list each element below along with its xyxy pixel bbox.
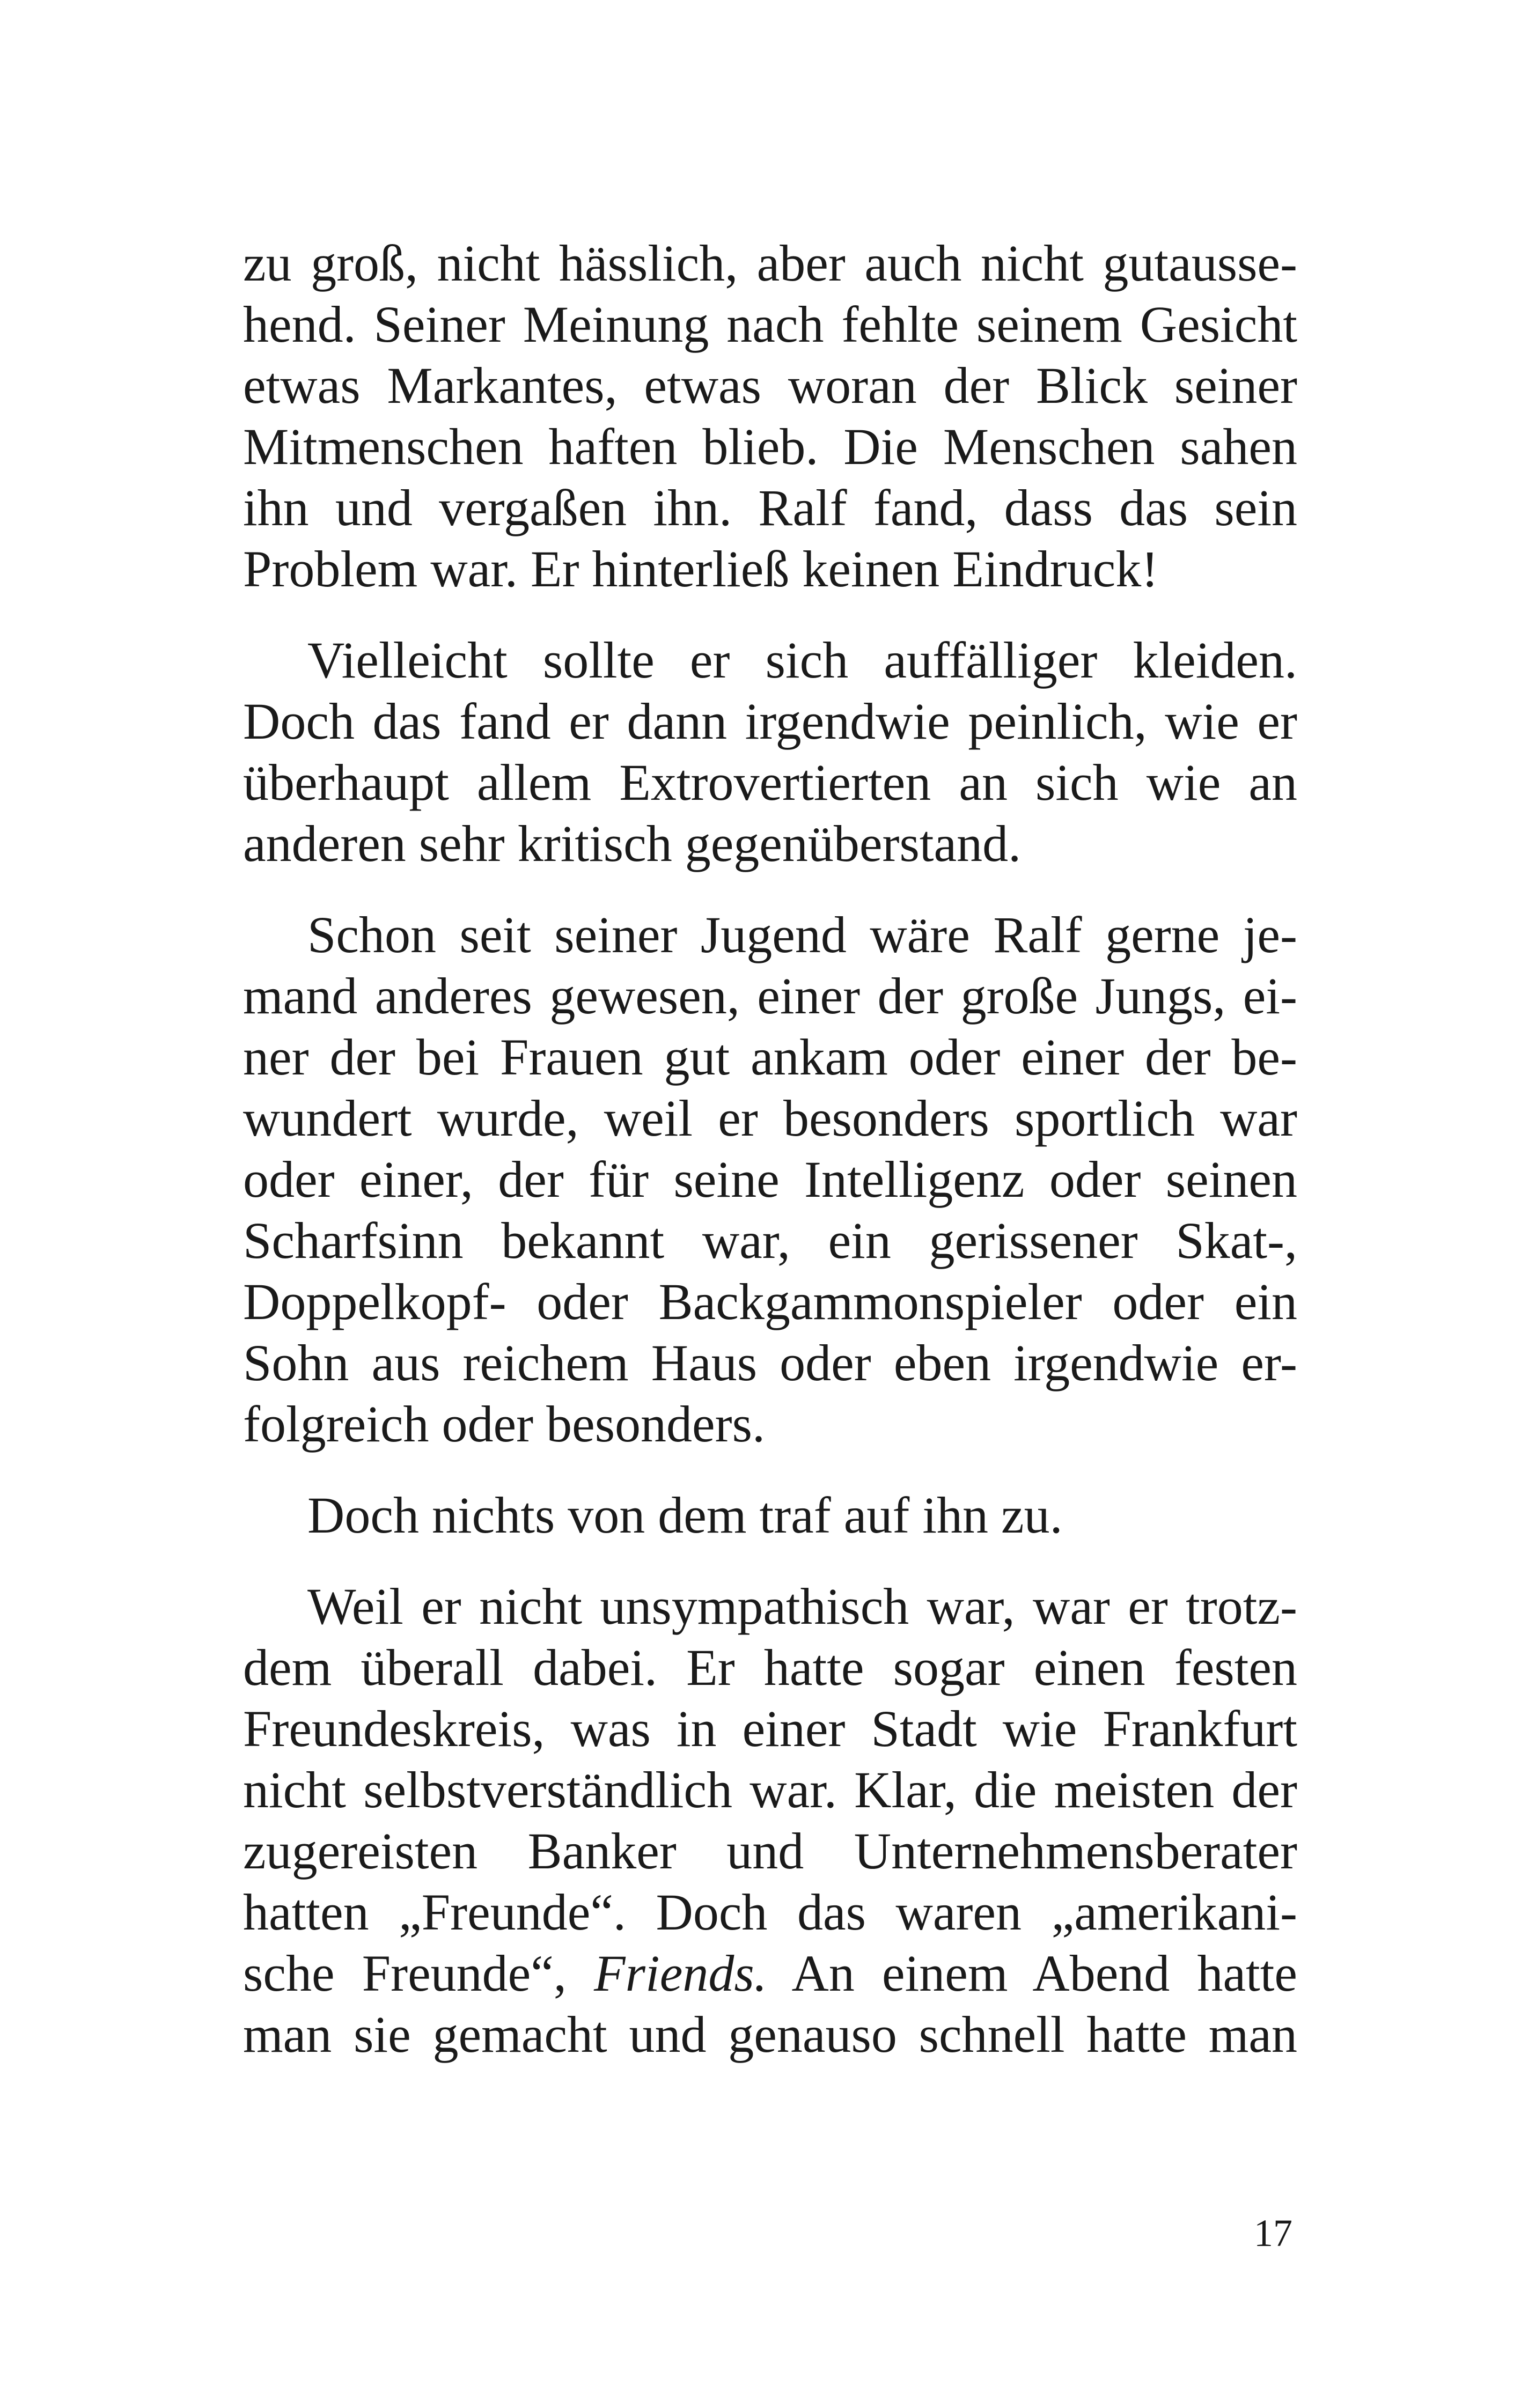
- text-line: zu groß, nicht hässlich, aber auch nicht gutausse-: [243, 234, 1297, 292]
- text-line: hend. Seiner Meinung nach fehlte seinem Gesicht: [243, 296, 1297, 353]
- paragraph-gap: [243, 1546, 1297, 1576]
- text-line: Weil er nicht unsympathisch war, war er trotz-: [307, 1578, 1297, 1635]
- paragraph-gap: [243, 874, 1297, 904]
- text-line: etwas Markantes, etwas woran der Blick seiner: [243, 357, 1297, 414]
- paragraph-gap: [243, 1455, 1297, 1485]
- text-line: ihn und vergaßen ihn. Ralf fand, dass das sein: [243, 479, 1297, 536]
- text-line: nicht selbstverständlich war. Klar, die meisten der: [243, 1761, 1297, 1818]
- text-line: hatten „Freunde“. Doch das waren „amerikani-: [243, 1883, 1297, 1941]
- text-line: oder einer, der für seine Intelligenz oder seinen: [243, 1151, 1297, 1208]
- text-line: [243, 1943, 1297, 2004]
- text-line: mand anderes gewesen, einer der große Jungs, ei-: [243, 967, 1297, 1025]
- text-line: Sohn aus reichem Haus oder eben irgendwie er-: [243, 1334, 1297, 1391]
- text-line: Mitmenschen haften blieb. Die Menschen sahen: [243, 418, 1297, 475]
- text-line: Vielleicht sollte er sich auffälliger kleiden.: [307, 631, 1297, 689]
- text-line: Scharfsinn bekannt war, ein gerissener Skat-,: [243, 1212, 1297, 1269]
- text-fragment: An einem Abend hatte: [767, 1945, 1297, 2002]
- text-line: überhaupt allem Extrovertierten an sich wie an: [243, 754, 1297, 811]
- text-line: Doch nichts von dem traf auf ihn zu.: [307, 1486, 1063, 1544]
- text-line: Schon seit seiner Jugend wäre Ralf gerne je-: [307, 906, 1297, 963]
- paragraph-gap: [243, 600, 1297, 630]
- text-line: dem überall dabei. Er hatte sogar einen festen: [243, 1639, 1297, 1696]
- page-number: 17: [1254, 2212, 1292, 2255]
- text-fragment: sche Freunde“,: [243, 1945, 594, 2002]
- text-line: folgreich oder besonders.: [243, 1395, 765, 1453]
- text-line: zugereisten Banker und Unternehmensberater: [243, 1822, 1297, 1880]
- text-line: ner der bei Frauen gut ankam oder einer der be-: [243, 1028, 1297, 1086]
- text-line: Doppelkopf- oder Backgammonspieler oder ein: [243, 1273, 1297, 1330]
- text-line: Freundeskreis, was in einer Stadt wie Frankfurt: [243, 1700, 1297, 1757]
- body-text: [243, 233, 1297, 2065]
- text-line: anderen sehr kritisch gegenüberstand.: [243, 815, 1022, 872]
- italic-word: Friends.: [594, 1945, 767, 2002]
- text-line: man sie gemacht und genauso schnell hatte man: [243, 2006, 1297, 2063]
- text-line: Problem war. Er hinterließ keinen Eindruck!: [243, 540, 1159, 598]
- text-line: wundert wurde, weil er besonders sportlich war: [243, 1089, 1297, 1147]
- text-line: Doch das fand er dann irgendwie peinlich, wie er: [243, 693, 1297, 750]
